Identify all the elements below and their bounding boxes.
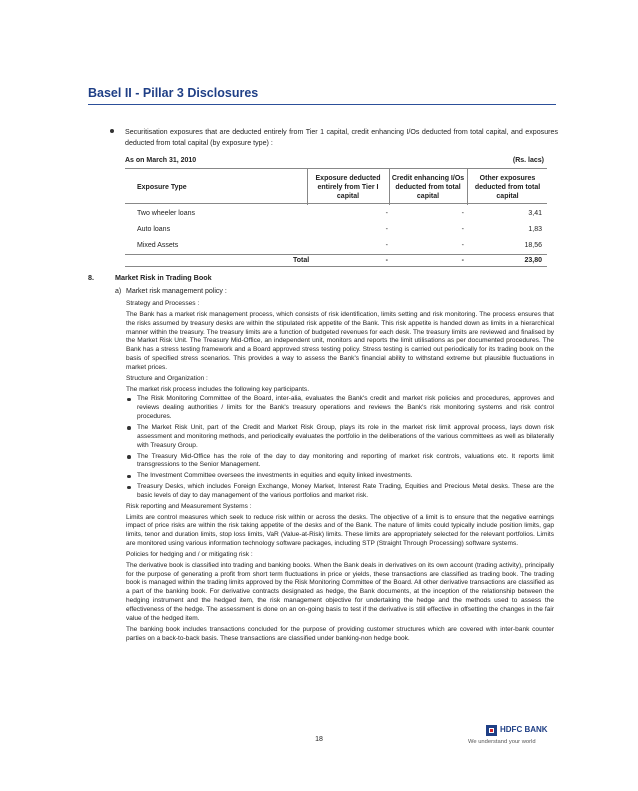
section-body (126, 299, 554, 643)
total-col3: 23,80 (524, 257, 542, 264)
bank-logo-icon (486, 725, 497, 736)
bullet-icon (110, 129, 114, 133)
strategy-heading: Strategy and Processes : (126, 300, 200, 307)
bullet-icon (127, 426, 131, 430)
table-total-row (125, 254, 547, 267)
as-on-date: As on March 31, 2010 (125, 157, 197, 164)
header-divider (88, 104, 556, 105)
list-item: The Risk Monitoring Committee of the Board, inter-alia, evaluates the Bank's credit and market risk policies and procedures, approves and reviews dealing authorities / limits for the Bank's treasury operations and reviews the Bank's risk monitoring systems and risk control procedures. (126, 395, 554, 422)
table-unit: (Rs. lacs) (512, 157, 544, 164)
total-col2: - (461, 257, 464, 264)
logo-name: HDFC BANK (500, 725, 548, 734)
reporting-text: Limits are control measures which seek to reduce risk within or across the desks. The objective of a limit is to ensure that the negative earnings impact of price risks are within the risk taking appetite of the desks and of the Bank. The nature of limits could typically include position limits, gap limits, tenor and duration limits, stop loss limits, VaR (Value-at-Risk) limits. These limits are appropriately selected for the relevant portfolios. Limits are monitored using various information technology software packages, including STP (Straight Through Processing) software systems. (126, 513, 554, 548)
section-title: Market Risk in Trading Book (115, 273, 212, 282)
bullet-icon (127, 455, 131, 459)
row-col2: - (461, 226, 464, 233)
bullet-icon (127, 486, 131, 490)
table-row (125, 206, 547, 222)
row-type: Two wheeler loans (137, 210, 195, 217)
table-header-row (125, 168, 547, 204)
page-title: Basel II - Pillar 3 Disclosures (88, 86, 259, 100)
row-type: Auto loans (137, 226, 171, 233)
row-col1: - (385, 242, 388, 249)
header-exposure-type: Exposure Type (137, 183, 187, 191)
row-col2: - (461, 242, 464, 249)
subsection-letter: a) (115, 288, 122, 295)
participants-list (126, 395, 554, 500)
total-col1: - (385, 257, 388, 264)
header-credit-enhancing: Credit enhancing I/Os deducted from total capital (391, 174, 465, 200)
row-col1: - (385, 226, 388, 233)
intro-bullet (112, 127, 558, 149)
exposure-table (125, 168, 547, 267)
intro-text: Securitisation exposures that are deducted entirely from Tier 1 capital, credit enhancing I/Os deducted from total capital, and exposures deducted from total capital (by exposure type) : (125, 128, 558, 147)
header-other-exposures: Other exposures deducted from total capital (474, 174, 541, 200)
list-item: The Investment Committee oversees the investments in equities and equity linked investments. (126, 472, 554, 481)
strategy-text: The Bank has a market risk management process, which consists of risk identification, limits setting and risk monitoring. The process ensures that the risks assumed by treasury desks are within the stipulated risk appetite of the Bank. This risk appetite is handed down as limits in a hierarchical manner within the treasury. The treasury limits are a function of budgeted revenues for each desk. The treasury limits are reviewed and finalised by the Market Risk Unit. The Treasury Mid-Office, an independent unit, monitors and reports the limit utilisations as per documented procedures. The Bank has a stress testing framework and a Board approved stress testing policy. Stress testing is carried out periodically for its trading book on the basis of specified stress scenarios. This provides a way to assess the Bank's financial ability to withstand extreme but plausible fluctuations in market prices. (126, 310, 554, 371)
row-col3: 3,41 (528, 210, 542, 217)
hedging-text-1: The derivative book is classified into trading and banking books. When the Bank deals in derivatives on its own account (trading activity), principally for the purpose of generating a profit from short term fluctuations in price or yields, these transactions are classified as trading book. The trading book is managed within the trading limits approved by the Risk Monitoring Committee of the Board. All other derivative transactions are classified as a part of the banking book. For derivative contracts designated as hedge, the Bank documents, at the inception of the relationship between the hedging instrument and the hedged item, the risk management objective for undertaking the hedge and the methods used to assess the effectiveness of the hedge. The assessment is done on an on-going basis to test if the derivative is still effective in offsetting the changes in the fair value of the hedged item. (126, 561, 554, 622)
structure-intro: The market risk process includes the following key participants. (126, 385, 310, 393)
row-col3: 1,83 (528, 226, 542, 233)
table-row (125, 238, 547, 254)
row-type: Mixed Assets (137, 242, 179, 249)
section-number: 8. (88, 273, 94, 282)
page-number: 18 (315, 736, 323, 743)
list-item: Treasury Desks, which includes Foreign Exchange, Money Market, Interest Rate Trading, Equities and Precious Metal desks. These are the basic levels of day to day management of the various portfolios and market risk. (126, 483, 554, 501)
header-tier1: Exposure deducted entirely from Tier I capital (315, 174, 381, 200)
subsection-title: Market risk management policy : (126, 288, 227, 295)
row-col1: - (385, 210, 388, 217)
hedging-text-2: The banking book includes transactions concluded for the purpose of providing customer structures which are covered with inter-bank counter parties on a back-to-back basis. These transactions are classified under banking-non hedge book. (126, 625, 554, 642)
reporting-heading: Risk reporting and Measurement Systems : (126, 502, 252, 510)
table-caption (125, 157, 544, 164)
list-item: The Treasury Mid-Office has the role of the day to day monitoring and reporting of market risk controls, valuations etc. It reports limit transgressions to the Senior Management. (126, 453, 554, 471)
row-col3: 18,56 (524, 242, 542, 249)
total-label: Total (293, 257, 310, 264)
bullet-icon (127, 398, 131, 402)
table-row (125, 222, 547, 238)
hedging-heading: Policies for hedging and / or mitigating risk : (126, 550, 253, 558)
row-col2: - (461, 210, 464, 217)
bullet-icon (127, 475, 131, 479)
structure-heading: Structure and Organization : (126, 374, 208, 382)
list-item: The Market Risk Unit, part of the Credit and Market Risk Group, plays its role in the market risk limit approval process, lays down risk assessment and monitoring methods, and periodically evaluates the portfolio in the deliberations of the various committees as well as bilaterally with Treasury Group. (126, 424, 554, 451)
logo-tagline: We understand your world (468, 739, 536, 745)
